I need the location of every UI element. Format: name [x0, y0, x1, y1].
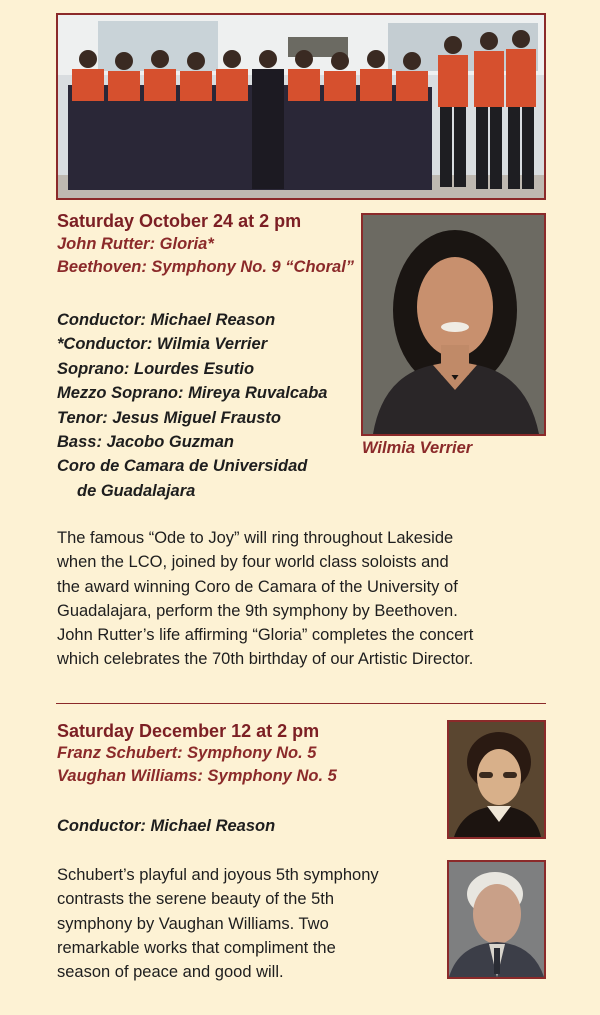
concert1-description: [57, 526, 473, 672]
concert1-works: [57, 233, 354, 279]
description-line: symphony by Vaughan Williams. Two: [57, 914, 329, 933]
concert2-work: Franz Schubert: Symphony No. 5: [57, 744, 317, 762]
schubert-portrait: [447, 720, 546, 839]
concert1-date: Saturday October 24 at 2 pm: [57, 211, 302, 231]
concert2-work: Vaughan Williams: Symphony No. 5: [57, 767, 337, 785]
description-line: when the LCO, joined by four world class soloists and: [57, 553, 449, 572]
concert1-work: Beethoven: Symphony No. 9 “Choral”: [57, 258, 355, 276]
credit-line: Tenor: Jesus Miguel Frausto: [57, 408, 282, 427]
concert1-credits: [57, 308, 328, 503]
description-line: Schubert’s playful and joyous 5th symphony: [57, 866, 379, 884]
section-divider: [56, 703, 546, 704]
credit-line: Mezzo Soprano: Mireya Ruvalcaba: [57, 384, 328, 403]
credit-line: *Conductor: Wilmia Verrier: [57, 335, 268, 354]
vaughan-williams-portrait: [447, 860, 546, 979]
description-line: Guadalajara, perform the 9th symphony by Beethoven.: [57, 601, 458, 620]
credit-line: Conductor: Michael Reason: [57, 311, 276, 329]
description-line: contrasts the serene beauty of the 5th: [57, 890, 335, 909]
credit-line: Soprano: Lourdes Esutio: [57, 359, 255, 378]
concert2-date: Saturday December 12 at 2 pm: [57, 721, 320, 741]
concert1-work: John Rutter: Gloria*: [57, 235, 214, 253]
description-line: which celebrates the 70th birthday of our Artistic Director.: [57, 650, 474, 669]
concert2-credits: [57, 814, 275, 838]
description-line: John Rutter’s life affirming “Gloria” completes the concert: [57, 626, 474, 645]
credit-line: de Guadalajara: [77, 481, 196, 500]
wilmia-verrier-photo: [361, 213, 546, 436]
description-line: season of peace and good will.: [57, 963, 284, 982]
concert2-description: [57, 863, 379, 984]
concert2-works: [57, 742, 337, 788]
credit-line: Coro de Camara de Universidad: [57, 457, 308, 476]
photo-caption: Wilmia Verrier: [362, 439, 473, 457]
credit-line: Conductor: Michael Reason: [57, 817, 276, 835]
credit-line: Bass: Jacobo Guzman: [57, 433, 234, 452]
choir-photo: [56, 13, 546, 200]
description-line: The famous “Ode to Joy” will ring throughout Lakeside: [57, 529, 454, 547]
description-line: the award winning Coro de Camara of the University of: [57, 577, 458, 596]
description-line: remarkable works that compliment the: [57, 938, 336, 957]
